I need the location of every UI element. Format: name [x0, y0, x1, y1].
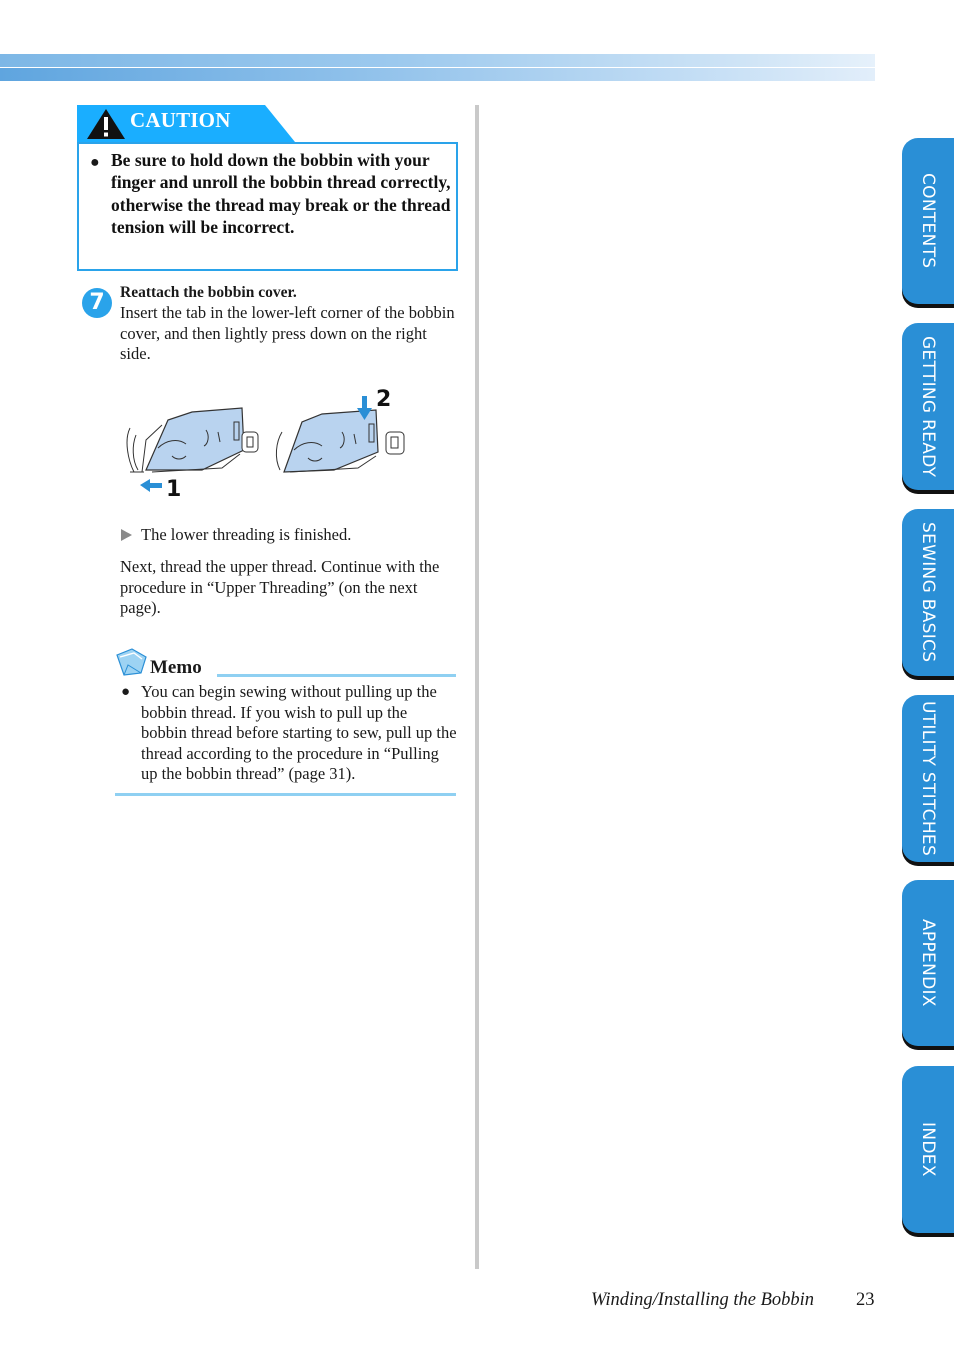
column-divider: [475, 105, 479, 1269]
warning-icon: [86, 108, 126, 140]
header-band: [0, 54, 875, 81]
memo-label: Memo: [150, 657, 202, 678]
memo-rule-bottom: [115, 793, 456, 796]
arrow-1-icon: [140, 479, 162, 492]
tab-sewing-basics[interactable]: [902, 509, 954, 676]
tab-contents[interactable]: [902, 138, 954, 304]
tab-utility-stitches[interactable]: [902, 695, 954, 862]
callout-2: 2: [376, 387, 392, 412]
footer-section-title: Winding/Installing the Bobbin: [591, 1290, 815, 1310]
bobbin-cover-right: [276, 410, 404, 472]
tab-index-label: INDEX: [918, 1122, 938, 1177]
tab-getting-ready[interactable]: [902, 323, 954, 490]
next-step-text: Next, thread the upper thread. Continue with the procedure in “Upper Threading” (on the next page).: [120, 557, 440, 618]
header-band-lower: [0, 68, 875, 81]
bobbin-cover-illustration: [122, 380, 422, 500]
bobbin-cover-left: [127, 408, 258, 472]
page-number: 23: [856, 1290, 875, 1310]
step-title: Reattach the bobbin cover.: [120, 284, 297, 301]
memo-text: You can begin sewing without pulling up the bobbin thread. If you wish to pull up the bobbin thread before starting to sew, pull up the thread according to the procedure in “Pulling up the bobbin thread” (page 31).: [141, 682, 457, 784]
result-text: The lower threading is finished.: [141, 525, 352, 544]
tab-sewing-basics-label: SEWING BASICS: [918, 522, 938, 663]
result-arrow-icon: [121, 529, 132, 541]
memo-icon: [114, 647, 148, 677]
memo-rule-top: [217, 674, 456, 677]
caution-text: Be sure to hold down the bobbin with your finger and unroll the bobbin thread correctly, otherwise the thread may break or the thread tension will be incorrect.: [111, 150, 451, 238]
tab-index[interactable]: [902, 1066, 954, 1233]
bullet-icon: ●: [121, 684, 131, 700]
step-body: Insert the tab in the lower-left corner of the bobbin cover, and then lightly press down on the right side.: [120, 303, 455, 364]
tab-utility-stitches-label: UTILITY STITCHES: [918, 700, 938, 857]
tab-contents-label: CONTENTS: [918, 173, 938, 269]
callout-1: 1: [166, 477, 182, 500]
tab-appendix-label: APPENDIX: [918, 919, 938, 1007]
tab-getting-ready-label: GETTING READY: [918, 335, 938, 478]
header-band-upper: [0, 54, 875, 67]
step-number: 7: [82, 288, 112, 318]
bullet-icon: ●: [90, 154, 100, 171]
tab-appendix[interactable]: [902, 880, 954, 1046]
caution-label: CAUTION: [130, 108, 231, 132]
